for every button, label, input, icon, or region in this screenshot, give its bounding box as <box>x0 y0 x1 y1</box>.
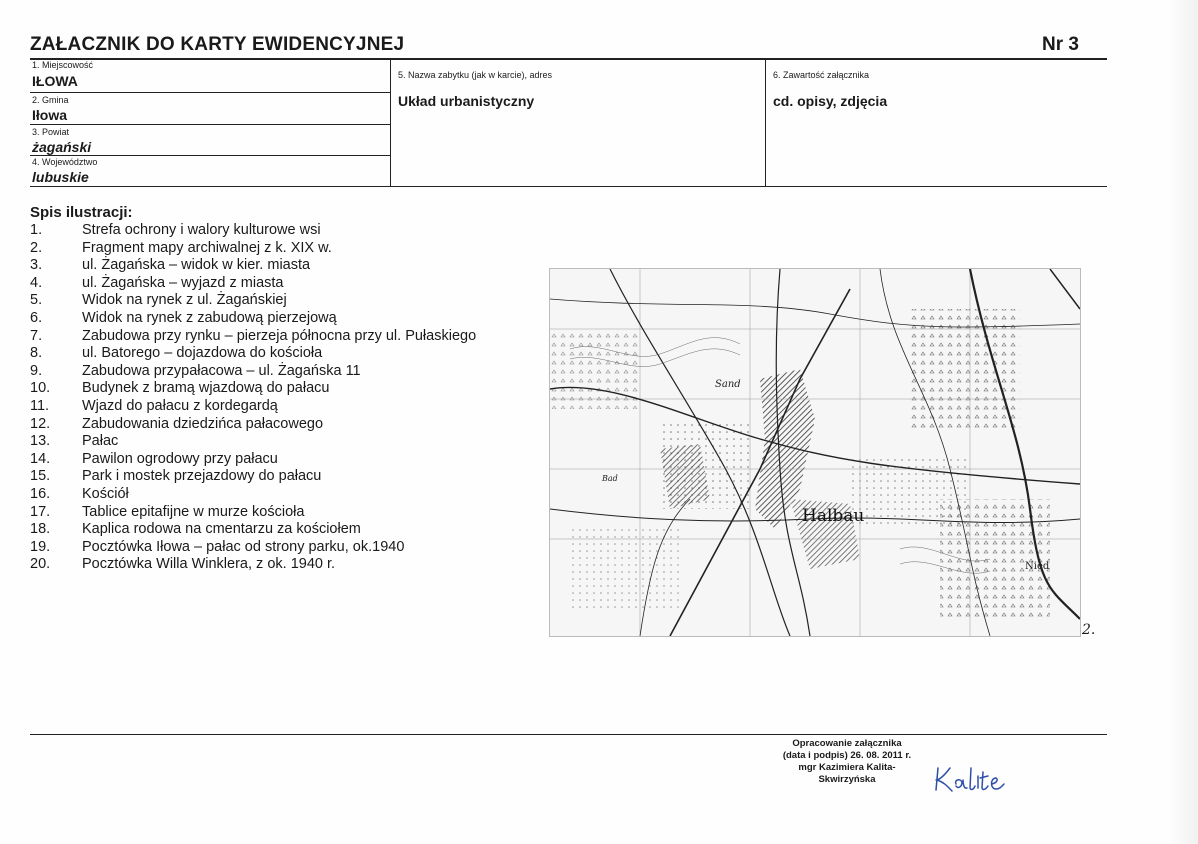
illustration-text: Budynek z bramą wjazdową do pałacu <box>82 380 330 397</box>
illustration-text: Zabudowa przypałacowa – ul. Żagańska 11 <box>82 362 361 379</box>
miejscowosc-value: IŁOWA <box>32 73 78 89</box>
illustration-text: Pocztówka Iłowa – pałac od strony parku, ok.1940 <box>82 538 405 555</box>
map-drawing <box>550 269 1080 636</box>
illustration-item <box>30 345 476 363</box>
table-bottom-border <box>30 186 1107 187</box>
illustration-number: 15. <box>30 468 51 485</box>
illustration-item <box>30 539 476 557</box>
illustration-item <box>30 380 476 398</box>
illustration-item <box>30 222 476 240</box>
handwritten-signature <box>930 762 1030 801</box>
illustration-item <box>30 240 476 258</box>
illustration-number: 12. <box>30 415 51 432</box>
map-label-north: Sand <box>715 379 741 390</box>
figure-mark: 2. <box>1082 622 1096 638</box>
illustration-text: Widok na rynek z ul. Żagańskiej <box>82 292 287 309</box>
illustration-item <box>30 521 476 539</box>
illustration-item <box>30 416 476 434</box>
illustration-text: ul. Żagańska – widok w kier. miasta <box>82 257 311 274</box>
illustration-text: Pałac <box>82 433 119 450</box>
illustration-item <box>30 275 476 293</box>
table-top-border <box>30 58 1107 60</box>
illustration-item <box>30 486 476 504</box>
illustration-item <box>30 292 476 310</box>
illustration-text: Park i mostek przejazdowy do pałacu <box>82 468 322 485</box>
illustrations-list <box>30 222 476 574</box>
illustration-text: Pocztówka Willa Winklera, z ok. 1940 r. <box>82 556 336 573</box>
illustration-item <box>30 398 476 416</box>
illustration-number: 10. <box>30 380 51 397</box>
document-title: ZAŁACZNIK DO KARTY EWIDENCYJNEJ <box>30 34 405 55</box>
attachment-number: Nr 3 <box>1042 34 1079 55</box>
illustration-number: 4. <box>30 274 43 291</box>
illustration-item <box>30 451 476 469</box>
archival-map <box>549 268 1081 637</box>
illustration-text: Strefa ochrony i walory kulturowe wsi <box>82 222 321 238</box>
gmina-label: 2. Gmina <box>32 95 69 105</box>
row-divider-3 <box>30 155 390 156</box>
illustration-number: 2. <box>30 239 43 256</box>
page-shadow <box>1168 0 1198 844</box>
illustration-text: ul. Batorego – dojazdowa do kościoła <box>82 345 323 362</box>
illustration-text: Kaplica rodowa na cmentarzu za kościołem <box>82 521 361 538</box>
illustration-text: Wjazd do pałacu z kordegardą <box>82 397 278 414</box>
footer-divider <box>30 734 1107 735</box>
illustration-text: Pawilon ogrodowy przy pałacu <box>82 450 278 467</box>
gmina-value: Iłowa <box>32 107 68 123</box>
miejscowosc-label: 1. Miejscowość <box>32 60 94 70</box>
illustration-item <box>30 310 476 328</box>
illustration-number: 9. <box>30 362 43 379</box>
illustration-item <box>30 257 476 275</box>
illustration-text: Zabudowa przy rynku – pierzeja północna przy ul. Pułaskiego <box>82 327 477 344</box>
illustration-number: 8. <box>30 345 43 362</box>
wojewodztwo-label: 4. Województwo <box>32 157 98 167</box>
footer-line-1: Opracowanie załącznika <box>792 738 902 749</box>
illustration-item <box>30 556 476 574</box>
illustration-number: 19. <box>30 538 51 555</box>
illustrations-heading: Spis ilustracji: <box>30 204 133 221</box>
map-label-west: Bad <box>602 474 618 483</box>
illustration-text: Widok na rynek z zabudową pierzejową <box>82 309 337 326</box>
footer-line-4: Skwirzyńska <box>818 774 876 785</box>
illustration-number: 7. <box>30 327 43 344</box>
illustration-item <box>30 363 476 381</box>
illustration-number: 11. <box>30 397 50 414</box>
zawartosc-label: 6. Zawartość załącznika <box>773 70 870 80</box>
wojewodztwo-value: lubuskie <box>32 169 89 185</box>
illustration-text: Kościół <box>82 485 129 502</box>
illustration-text: ul. Żagańska – wyjazd z miasta <box>82 274 284 291</box>
powiat-value: żagański <box>32 139 92 155</box>
illustration-item <box>30 433 476 451</box>
illustration-number: 14. <box>30 450 51 467</box>
illustration-item <box>30 504 476 522</box>
illustration-text: Fragment mapy archiwalnej z k. XIX w. <box>82 239 332 256</box>
map-label-east: Nied <box>1025 561 1050 572</box>
illustration-number: 16. <box>30 485 51 502</box>
illustration-number: 3. <box>30 257 43 274</box>
nazwa-label: 5. Nazwa zabytku (jak w karcie), adres <box>398 70 553 80</box>
powiat-label: 3. Powiat <box>32 127 70 137</box>
illustration-number: 6. <box>30 309 43 326</box>
illustration-text: Tablice epitafijne w murze kościoła <box>82 503 305 520</box>
map-town-label: Halbau <box>802 506 865 526</box>
illustration-number: 20. <box>30 556 51 573</box>
illustration-item <box>30 468 476 486</box>
illustration-number: 1. <box>30 222 43 238</box>
illustration-text: Zabudowania dziedzińca pałacowego <box>82 415 324 432</box>
zawartosc-value: cd. opisy, zdjęcia <box>773 93 888 109</box>
illustration-number: 5. <box>30 292 43 309</box>
row-divider-2 <box>30 124 390 125</box>
illustration-number: 17. <box>30 503 51 520</box>
footer-attribution <box>762 738 932 786</box>
illustration-item <box>30 328 476 346</box>
column-divider-1 <box>390 58 391 187</box>
nazwa-value: Układ urbanistyczny <box>398 93 535 109</box>
footer-line-3: mgr Kazimiera Kalita- <box>798 762 896 773</box>
illustration-number: 18. <box>30 521 51 538</box>
illustration-number: 13. <box>30 433 51 450</box>
footer-line-2: (data i podpis) 26. 08. 2011 r. <box>782 750 912 761</box>
column-divider-2 <box>765 58 766 187</box>
row-divider-1 <box>30 92 390 93</box>
